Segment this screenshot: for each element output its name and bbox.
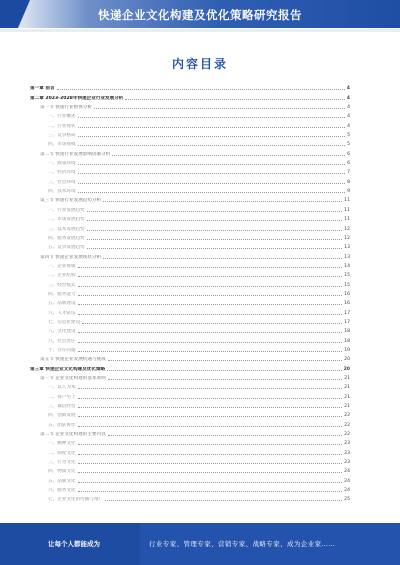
toc-entry-label: 第一节 快递行业整体分析 — [40, 105, 92, 111]
toc-entry-page: 4 — [346, 95, 350, 101]
toc-leader-dots — [78, 416, 343, 417]
toc-entry-label: 二、行业现状 — [48, 123, 76, 129]
toc-entry-page: 23 — [344, 460, 350, 466]
toc-entry[interactable] — [30, 222, 350, 231]
toc-entry-label: 四、服务发展趋势 — [48, 235, 85, 241]
toc-entry[interactable] — [30, 82, 350, 91]
toc-leader-dots — [78, 267, 343, 268]
toc-entry[interactable] — [30, 147, 350, 156]
toc-entry-page: 20 — [344, 357, 350, 363]
toc-entry-label: 二、经济环境 — [48, 170, 76, 176]
toc-entry-page: 5 — [347, 142, 350, 148]
toc-leader-dots — [87, 220, 342, 221]
toc-entry-page: 4 — [347, 114, 350, 120]
toc-entry-page: 5 — [347, 133, 350, 139]
toc-leader-dots — [78, 332, 343, 333]
toc-entry-label: 五、品牌文化 — [48, 478, 76, 484]
toc-entry[interactable] — [30, 437, 350, 446]
toc-entry[interactable] — [30, 465, 350, 474]
toc-leader-dots — [125, 99, 344, 100]
toc-entry-page: 13 — [344, 254, 350, 260]
toc-leader-dots — [78, 173, 345, 174]
toc-entry-label: 七、信息化建设 — [48, 319, 81, 325]
toc-entry[interactable] — [30, 372, 350, 381]
toc-entry-label: 三、行为文化 — [48, 460, 76, 466]
toc-leader-dots — [82, 323, 342, 324]
toc-entry-page: 13 — [344, 245, 350, 251]
toc-entry-label: 一、行业概述 — [48, 114, 76, 120]
toc-entry-page: 21 — [344, 394, 350, 400]
toc-entry-label: 第四节 快递企业发展现状分析 — [40, 254, 102, 260]
toc-entry[interactable] — [30, 325, 350, 334]
toc-entry-label: 四、物质文化 — [48, 469, 76, 475]
toc-entry-label: 第五节 快递企业发展机遇与挑战 — [40, 357, 106, 363]
toc-entry[interactable] — [30, 157, 350, 166]
toc-leader-dots — [78, 295, 343, 296]
toc-entry-label: 五、团队协作 — [48, 422, 76, 428]
toc-leader-dots — [78, 388, 343, 389]
toc-entry-label: 二、客户至上 — [48, 394, 76, 400]
toc-leader-dots — [103, 201, 342, 202]
toc-entry[interactable] — [30, 409, 350, 418]
toc-entry-page: 18 — [344, 329, 350, 335]
toc-leader-dots — [78, 463, 343, 464]
toc-leader-dots — [78, 351, 343, 352]
toc-entry[interactable] — [30, 232, 350, 241]
toc-entry-page: 14 — [344, 263, 350, 269]
toc-leader-dots — [78, 398, 343, 399]
toc-entry[interactable] — [30, 101, 350, 110]
toc-leader-dots — [108, 360, 342, 361]
toc-entry-page: 21 — [344, 385, 350, 391]
toc-entry-page: 4 — [347, 123, 350, 129]
toc-leader-dots — [78, 117, 345, 118]
toc-entry[interactable] — [30, 334, 350, 343]
toc-entry-page: 15 — [344, 273, 350, 279]
table-of-contents — [30, 82, 350, 502]
toc-entry-page: 9 — [347, 189, 350, 195]
toc-leader-dots — [78, 127, 345, 128]
toc-entry-page: 17 — [344, 310, 350, 316]
toc-entry-label: 二、市场发展趋势 — [48, 217, 85, 223]
toc-entry[interactable] — [30, 194, 350, 203]
toc-leader-dots — [78, 192, 345, 193]
toc-entry-label: 一、行业发展趋势 — [48, 207, 85, 213]
toc-entry-label: 第二节 企业文化构建的主要内容 — [40, 432, 106, 438]
toc-entry[interactable] — [30, 493, 350, 502]
toc-leader-dots — [78, 286, 343, 287]
toc-entry[interactable] — [30, 400, 350, 409]
toc-entry-label: 四、创新发展 — [48, 413, 76, 419]
toc-leader-dots — [78, 183, 345, 184]
toc-entry-page: 6 — [347, 151, 350, 157]
toc-entry-label: 九、社会责任 — [48, 338, 76, 344]
toc-entry-page: 19 — [344, 347, 350, 353]
toc-entry-label: 四、市场规模 — [48, 142, 76, 148]
toc-entry[interactable] — [30, 456, 350, 465]
toc-entry[interactable] — [30, 484, 350, 493]
toc-leader-dots — [78, 454, 343, 455]
toc-entry-label: 六、服务文化 — [48, 488, 76, 494]
toc-entry-page: 21 — [344, 404, 350, 410]
page-footer — [0, 523, 400, 565]
toc-entry[interactable] — [30, 288, 350, 297]
toc-entry-label: 三、社会环境 — [48, 179, 76, 185]
toc-entry-label: 第三章 快递企业文化构建及优化策略 — [30, 366, 106, 372]
toc-entry[interactable] — [30, 474, 350, 483]
toc-entry[interactable] — [30, 138, 350, 147]
toc-entry[interactable] — [30, 129, 350, 138]
toc-entry-page: 12 — [344, 226, 350, 232]
toc-leader-dots — [78, 276, 343, 277]
footer-roles: 行业专家、管理专家、营销专家、战略专家、成为企业家…… — [149, 540, 336, 548]
toc-entry-label: 三、经营模式 — [48, 282, 76, 288]
toc-entry-page: 21 — [344, 376, 350, 381]
toc-entry-label: 第一节 企业文化构建的基本原则 — [40, 376, 106, 381]
toc-entry-page: 24 — [344, 488, 350, 494]
toc-leader-dots — [78, 407, 343, 408]
toc-entry-page: 22 — [344, 422, 350, 428]
toc-entry[interactable] — [30, 260, 350, 269]
toc-entry-page: 16 — [344, 291, 350, 297]
toc-entry-page: 11 — [344, 198, 350, 204]
toc-entry-label: 第一章 前言 — [30, 86, 55, 92]
toc-entry[interactable] — [30, 213, 350, 222]
toc-entry[interactable] — [30, 316, 350, 325]
toc-entry[interactable] — [30, 344, 350, 353]
toc-leader-dots — [105, 500, 342, 501]
toc-entry-page: 17 — [344, 319, 350, 325]
toc-entry[interactable] — [30, 91, 350, 100]
toc-entry-page: 24 — [344, 469, 350, 475]
toc-entry-page: 16 — [344, 301, 350, 307]
toc-leader-dots — [78, 444, 343, 445]
toc-entry-page: 23 — [344, 450, 350, 456]
toc-entry-label: 五、品牌建设 — [48, 301, 76, 307]
toc-leader-dots — [87, 239, 342, 240]
toc-entry-label: 八、文化建设 — [48, 329, 76, 335]
toc-entry[interactable] — [30, 353, 350, 362]
toc-entry-label: 一、企业规模 — [48, 263, 76, 269]
toc-leader-dots — [78, 426, 343, 427]
page-header — [0, 0, 400, 34]
toc-leader-dots — [78, 342, 343, 343]
toc-entry-label: 一、政策环境 — [48, 161, 76, 167]
toc-entry[interactable] — [30, 297, 350, 306]
toc-entry[interactable] — [30, 269, 350, 278]
toc-entry-page: 4 — [347, 105, 350, 111]
toc-entry-label: 四、服务能力 — [48, 291, 76, 297]
toc-entry[interactable] — [30, 166, 350, 175]
header-divider — [0, 29, 400, 32]
toc-entry-page: 11 — [344, 217, 350, 223]
toc-leader-dots — [57, 89, 345, 90]
toc-entry-page: 20 — [343, 366, 350, 372]
toc-leader-dots — [107, 370, 341, 371]
toc-entry[interactable] — [30, 446, 350, 455]
toc-entry-label: 第二章 2023-2028年快递企业行业发展分析 — [30, 95, 124, 101]
toc-leader-dots — [94, 108, 345, 109]
toc-entry-label: 一、精神文化 — [48, 441, 76, 447]
toc-entry-label: 一、以人为本 — [48, 385, 76, 391]
toc-entry[interactable] — [30, 428, 350, 437]
toc-leader-dots — [87, 211, 342, 212]
toc-leader-dots — [108, 379, 342, 380]
toc-entry-page: 23 — [344, 441, 350, 447]
toc-leader-dots — [78, 482, 343, 483]
toc-leader-dots — [103, 258, 342, 259]
toc-entry-page: 8 — [347, 179, 350, 185]
toc-leader-dots — [78, 304, 343, 305]
toc-leader-dots — [108, 435, 342, 436]
toc-entry[interactable] — [30, 110, 350, 119]
toc-leader-dots — [78, 145, 345, 146]
toc-entry-page: 6 — [347, 161, 350, 167]
toc-entry[interactable] — [30, 306, 350, 315]
toc-entry[interactable] — [30, 250, 350, 259]
toc-entry[interactable] — [30, 390, 350, 399]
toc-leader-dots — [78, 314, 343, 315]
toc-entry-label: 三、技术发展趋势 — [48, 226, 85, 232]
toc-entry[interactable] — [30, 185, 350, 194]
toc-entry-page: 12 — [344, 235, 350, 241]
toc-entry-page: 24 — [344, 478, 350, 484]
toc-leader-dots — [87, 248, 342, 249]
report-title: 快递企业文化构建及优化策略研究报告 — [98, 8, 302, 22]
toc-entry-label: 五、竞争发展趋势 — [48, 245, 85, 251]
toc-entry-label: 四、技术环境 — [48, 189, 76, 195]
toc-entry-label: 六、人才队伍 — [48, 310, 76, 316]
toc-entry-label: 七、企业文化的传播与推广 — [48, 497, 104, 503]
toc-entry[interactable] — [30, 203, 350, 212]
toc-leader-dots — [78, 136, 345, 137]
toc-entry-page: 22 — [344, 413, 350, 419]
toc-entry-page: 15 — [344, 282, 350, 288]
toc-entry-page: 4 — [346, 86, 350, 92]
footer-brand: 让每个人都能成为 — [48, 540, 100, 548]
toc-heading: 内容目录 — [171, 57, 228, 71]
toc-entry-label: 十、存在问题 — [48, 347, 76, 353]
toc-entry-page: 18 — [344, 338, 350, 344]
toc-entry-label: 第二节 快递行业发展影响因素分析 — [40, 151, 111, 157]
toc-entry[interactable] — [30, 418, 350, 427]
toc-entry-page: 22 — [344, 432, 350, 438]
toc-entry-page: 11 — [344, 207, 350, 213]
toc-leader-dots — [112, 155, 345, 156]
toc-entry-label: 第三节 快递行业发展趋势分析 — [40, 198, 102, 204]
toc-entry-label: 二、企业结构 — [48, 273, 76, 279]
toc-entry[interactable] — [30, 241, 350, 250]
toc-entry[interactable] — [30, 381, 350, 390]
toc-entry[interactable] — [30, 175, 350, 184]
toc-entry-page: 7 — [347, 170, 350, 176]
toc-leader-dots — [78, 491, 343, 492]
toc-leader-dots — [87, 230, 342, 231]
toc-entry[interactable] — [30, 362, 350, 371]
toc-entry-page: 25 — [344, 497, 350, 503]
toc-leader-dots — [78, 472, 343, 473]
toc-entry-label: 三、竞争格局 — [48, 133, 76, 139]
toc-entry-label: 二、制度文化 — [48, 450, 76, 456]
toc-leader-dots — [78, 164, 345, 165]
toc-entry[interactable] — [30, 278, 350, 287]
toc-entry[interactable] — [30, 119, 350, 128]
toc-entry-label: 三、诚信经营 — [48, 404, 76, 410]
